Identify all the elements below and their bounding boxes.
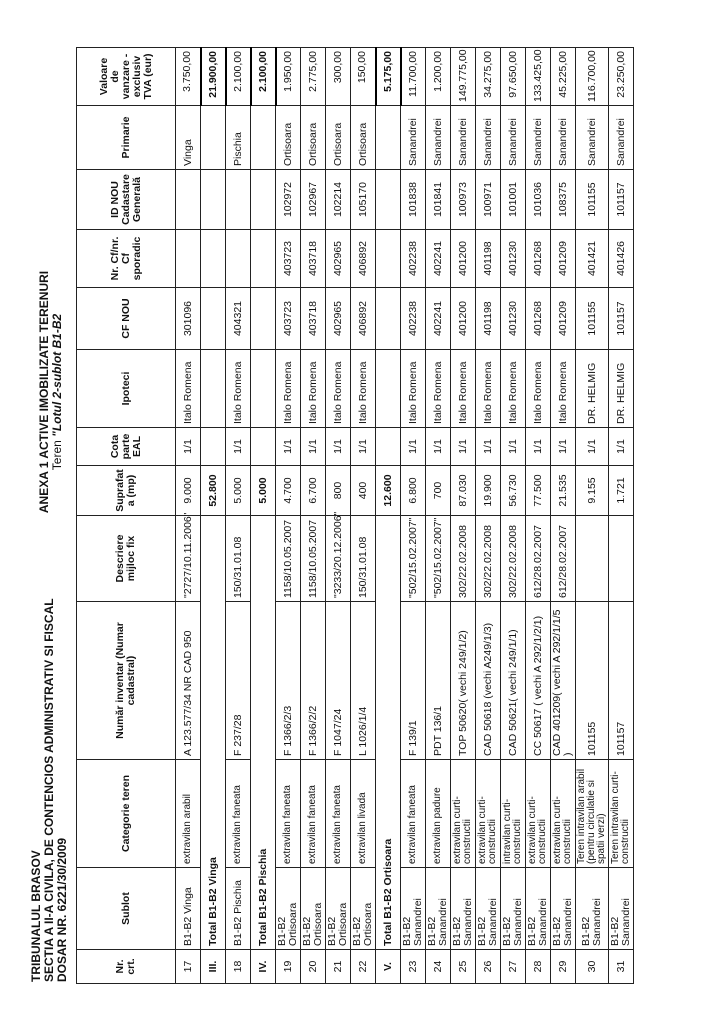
area-cell: 87.030 [451, 466, 476, 516]
share-cell: 1/1 [401, 428, 426, 466]
area-cell: 19.900 [476, 466, 501, 516]
cf-sporadic-cell: 402238 [401, 230, 426, 288]
row-number: 17 [176, 950, 201, 984]
empty-cell [376, 230, 401, 288]
col-cf-sporadic: Nr. Cf/nr. Cf sporadic [77, 230, 176, 288]
row-number: 22 [351, 950, 376, 984]
description-cell: 612/28.02.2007 [526, 516, 551, 602]
mortgage-cell: Italo Romena [401, 350, 426, 428]
share-cell: 1/1 [451, 428, 476, 466]
value-cell: 97.650,00 [501, 48, 526, 106]
sublot-cell: B1-B2 Sanandrei [501, 868, 526, 950]
mortgage-cell: DR. HELMIG [576, 350, 609, 428]
value-cell: 11.700,00 [401, 48, 426, 106]
id-new-cell [176, 170, 201, 230]
total-label: Total B1-B2 Vinga [201, 516, 226, 950]
cf-sporadic-cell: 406892 [351, 230, 376, 288]
sublot-cell: B1-B2 Sanandrei [451, 868, 476, 950]
table-row [501, 48, 526, 984]
value-cell: 2.775,00 [301, 48, 326, 106]
value-cell: 2.100,00 [226, 48, 251, 106]
town-hall-cell: Sanandrei [501, 106, 526, 170]
col-inventory-number: Număr inventar (Numar cadastral) [77, 602, 176, 760]
description-cell: "2727/10.11.2006" [176, 516, 201, 602]
category-cell: extravilan faneata [276, 760, 301, 868]
empty-cell [201, 428, 226, 466]
col-nr: Nr. crt. [77, 950, 176, 984]
mortgage-cell: Italo Romena [551, 350, 576, 428]
col-cf-new: CF NOU [77, 288, 176, 350]
court-name: TRIBUNALUL BRASOV [29, 850, 43, 982]
total-area: 12.600 [376, 466, 401, 516]
row-number: 24 [426, 950, 451, 984]
value-cell: 150,00 [351, 48, 376, 106]
col-town-hall: Primarie [77, 106, 176, 170]
table-body [176, 48, 634, 984]
id-new-cell: 101036 [526, 170, 551, 230]
annex-title: ANEXA 1 ACTIVE IMOBILIZATE TERENURI [37, 270, 51, 514]
total-row [251, 48, 276, 984]
description-cell: 302/22.02.2008 [501, 516, 526, 602]
id-new-cell: 102214 [326, 170, 351, 230]
value-cell: 133.425,00 [526, 48, 551, 106]
row-number: 26 [476, 950, 501, 984]
empty-cell [376, 288, 401, 350]
mortgage-cell: Italo Romena [351, 350, 376, 428]
id-new-cell: 101838 [401, 170, 426, 230]
row-number: 29 [551, 950, 576, 984]
mortgage-cell: Italo Romena [501, 350, 526, 428]
col-sale-value: Valoare de vanzare - exclusiv TVA (eur) [77, 48, 176, 106]
id-new-cell: 108375 [551, 170, 576, 230]
annex-header [38, 132, 64, 652]
cf-sporadic-cell: 401198 [476, 230, 501, 288]
inventory-cell: CAD 50621( vechi 249/1/1) [501, 602, 526, 760]
table-header [77, 48, 176, 984]
cf-new-cell: 401209 [551, 288, 576, 350]
table-row [176, 48, 201, 984]
sublot-cell: B1-B2 Pischia [226, 868, 251, 950]
share-cell: 1/1 [276, 428, 301, 466]
category-cell: Teren intravilan curti-constructii [609, 760, 634, 868]
annex-subtitle: Teren "Lotul 2-sublot B1-B2 [50, 313, 64, 471]
cf-new-cell: 403723 [276, 288, 301, 350]
table-row [326, 48, 351, 984]
mortgage-cell: Italo Romena [176, 350, 201, 428]
area-cell: 6.800 [401, 466, 426, 516]
total-value: 5.175,00 [376, 48, 401, 106]
id-new-cell: 100973 [451, 170, 476, 230]
total-row [201, 48, 226, 984]
mortgage-cell: Italo Romena [276, 350, 301, 428]
value-cell: 1.200,00 [426, 48, 451, 106]
inventory-cell: 101157 [609, 602, 634, 760]
share-cell: 1/1 [501, 428, 526, 466]
category-cell: intravilan curti-constructii [501, 760, 526, 868]
category-cell: extravilan curti-constructii [551, 760, 576, 868]
area-cell: 56.730 [501, 466, 526, 516]
description-cell: 150/31.01.08 [351, 516, 376, 602]
town-hall-cell: Sanandrei [526, 106, 551, 170]
mortgage-cell: Italo Romena [226, 350, 251, 428]
description-cell: "3233/20.12.2006" [326, 516, 351, 602]
col-id-new: ID NOU Cadastare Generală [77, 170, 176, 230]
empty-cell [201, 106, 226, 170]
cf-new-cell: 101155 [576, 288, 609, 350]
sublot-cell: B1-B2 Ortisoara [301, 868, 326, 950]
table-row [301, 48, 326, 984]
sublot-cell: B1-B2 Sanandrei [476, 868, 501, 950]
col-category: Categorie teren [77, 760, 176, 868]
share-cell: 1/1 [176, 428, 201, 466]
id-new-cell: 102967 [301, 170, 326, 230]
category-cell: extravilan curti-constructii [451, 760, 476, 868]
total-area: 52.800 [201, 466, 226, 516]
sublot-cell: B1-B2 Sanandrei [551, 868, 576, 950]
col-sublot: Sublot [77, 868, 176, 950]
cf-sporadic-cell: 401268 [526, 230, 551, 288]
cf-new-cell: 401198 [476, 288, 501, 350]
share-cell: 1/1 [551, 428, 576, 466]
id-new-cell: 101157 [609, 170, 634, 230]
area-cell: 21.535 [551, 466, 576, 516]
empty-cell [251, 230, 276, 288]
row-number: 31 [609, 950, 634, 984]
inventory-cell: F 1047/24 [326, 602, 351, 760]
description-cell [576, 516, 609, 602]
row-number: 23 [401, 950, 426, 984]
share-cell: 1/1 [426, 428, 451, 466]
town-hall-cell: Ortisoara [351, 106, 376, 170]
cf-sporadic-cell: 401200 [451, 230, 476, 288]
land-assets-table [76, 47, 634, 984]
empty-cell [201, 230, 226, 288]
cf-new-cell: 404321 [226, 288, 251, 350]
row-number: 20 [301, 950, 326, 984]
cf-new-cell: 406892 [351, 288, 376, 350]
table-row [276, 48, 301, 984]
row-number: 30 [576, 950, 609, 984]
table-row [551, 48, 576, 984]
total-roman-number: IV. [251, 950, 276, 984]
category-cell: extravilan curti-constructii [476, 760, 501, 868]
description-cell: "502/15.02.2007" [401, 516, 426, 602]
share-cell: 1/1 [351, 428, 376, 466]
sublot-cell: B1-B2 Ortisoara [351, 868, 376, 950]
table-row [451, 48, 476, 984]
category-cell: extravilan livada [351, 760, 376, 868]
empty-cell [251, 288, 276, 350]
share-cell: 1/1 [576, 428, 609, 466]
cf-sporadic-cell: 402241 [426, 230, 451, 288]
category-cell: extravilan arabil [176, 760, 201, 868]
area-cell: 9.000 [176, 466, 201, 516]
cf-new-cell: 403718 [301, 288, 326, 350]
sublot-cell: B1-B2 Sanandrei [426, 868, 451, 950]
rotated-page [24, 32, 714, 1012]
cf-sporadic-cell: 401209 [551, 230, 576, 288]
share-cell: 1/1 [301, 428, 326, 466]
area-cell: 77.500 [526, 466, 551, 516]
share-cell: 1/1 [326, 428, 351, 466]
row-number: 28 [526, 950, 551, 984]
area-cell: 800 [326, 466, 351, 516]
mortgage-cell: Italo Romena [526, 350, 551, 428]
cf-new-cell: 401268 [526, 288, 551, 350]
category-cell: extravilan faneata [301, 760, 326, 868]
category-cell: extravilan faneata [401, 760, 426, 868]
sublot-cell: B1-B2 Ortisoara [326, 868, 351, 950]
mortgage-cell: Italo Romena [326, 350, 351, 428]
value-cell: 300,00 [326, 48, 351, 106]
id-new-cell: 101155 [576, 170, 609, 230]
sublot-cell: B1-B2 Sanandrei [526, 868, 551, 950]
cf-new-cell: 402965 [326, 288, 351, 350]
area-cell: 9.155 [576, 466, 609, 516]
id-new-cell: 100971 [476, 170, 501, 230]
total-area: 5.000 [251, 466, 276, 516]
value-cell: 1.950,00 [276, 48, 301, 106]
description-cell: 1158/10.05.2007 [276, 516, 301, 602]
area-cell: 400 [351, 466, 376, 516]
sublot-cell: B1-B2 Sanandrei [576, 868, 609, 950]
area-cell: 5.000 [226, 466, 251, 516]
area-cell: 6.700 [301, 466, 326, 516]
sublot-cell: B1-B2 Sanandrei [401, 868, 426, 950]
empty-cell [201, 350, 226, 428]
table-row [401, 48, 426, 984]
cf-new-cell: 401200 [451, 288, 476, 350]
description-cell [609, 516, 634, 602]
row-number: 21 [326, 950, 351, 984]
inventory-cell: F 1366/2/2 [301, 602, 326, 760]
col-area: Suprafat a (mp) [77, 466, 176, 516]
inventory-cell: CC 50617 ( vechi A 292/1/2/1) [526, 602, 551, 760]
cf-sporadic-cell: 403718 [301, 230, 326, 288]
case-number: DOSAR NR. 6221/30/2009 [55, 837, 69, 982]
id-new-cell: 102972 [276, 170, 301, 230]
empty-cell [376, 170, 401, 230]
value-cell: 45.225,00 [551, 48, 576, 106]
town-hall-cell: Sanandrei [609, 106, 634, 170]
cf-sporadic-cell: 402965 [326, 230, 351, 288]
total-label: Total B1-B2 Pischia [251, 516, 276, 950]
mortgage-cell: Italo Romena [451, 350, 476, 428]
share-cell: 1/1 [526, 428, 551, 466]
value-cell: 34.275,00 [476, 48, 501, 106]
empty-cell [201, 288, 226, 350]
sublot-cell: B1-B2 Sanandrei [609, 868, 634, 950]
description-cell: "502/15.02.2007" [426, 516, 451, 602]
inventory-cell: L 1026/1/4 [351, 602, 376, 760]
cf-sporadic-cell: 401421 [576, 230, 609, 288]
empty-cell [251, 350, 276, 428]
total-roman-number: III. [201, 950, 226, 984]
empty-cell [376, 428, 401, 466]
empty-cell [201, 170, 226, 230]
id-new-cell: 105170 [351, 170, 376, 230]
cf-sporadic-cell: 403723 [276, 230, 301, 288]
table-row [426, 48, 451, 984]
inventory-cell: F 237/28 [226, 602, 251, 760]
table-row [526, 48, 551, 984]
mortgage-cell: Italo Romena [476, 350, 501, 428]
id-new-cell: 101841 [426, 170, 451, 230]
town-hall-cell: Sanandrei [426, 106, 451, 170]
category-cell: Teren intravilan arabil (pentru circulatie si spatii verzi) [576, 760, 609, 868]
description-cell: 150/31.01.08 [226, 516, 251, 602]
table-row [476, 48, 501, 984]
empty-cell [251, 428, 276, 466]
cf-new-cell: 101157 [609, 288, 634, 350]
empty-cell [251, 170, 276, 230]
area-cell: 700 [426, 466, 451, 516]
sublot-cell: B1-B2 Vinga [176, 868, 201, 950]
town-hall-cell: Sanandrei [476, 106, 501, 170]
inventory-cell: CAD 50618 (vechi A249/1/3) [476, 602, 501, 760]
col-mortgages: Ipoteci [77, 350, 176, 428]
value-cell: 149.775,00 [451, 48, 476, 106]
col-share: Cota parte EAL [77, 428, 176, 466]
town-hall-cell: Vinga [176, 106, 201, 170]
cf-new-cell: 401230 [501, 288, 526, 350]
mortgage-cell: DR. HELMIG [609, 350, 634, 428]
sublot-cell: B1-B2 Ortisoara [276, 868, 301, 950]
category-cell: extravilan faneata [326, 760, 351, 868]
share-cell: 1/1 [476, 428, 501, 466]
inventory-cell: F 1366/2/3 [276, 602, 301, 760]
mortgage-cell: Italo Romena [426, 350, 451, 428]
court-section: SECTIA A II-A CIVILA, DE CONTENCIOS ADMINISTRATIV SI FISCAL [42, 598, 56, 982]
area-cell: 4.700 [276, 466, 301, 516]
empty-cell [376, 106, 401, 170]
empty-cell [376, 350, 401, 428]
court-header [30, 598, 69, 982]
value-cell: 116.700,00 [576, 48, 609, 106]
share-cell: 1/1 [226, 428, 251, 466]
inventory-cell: PDT 136/1 [426, 602, 451, 760]
category-cell: extravilan padure [426, 760, 451, 868]
town-hall-cell: Sanandrei [451, 106, 476, 170]
id-new-cell: 101001 [501, 170, 526, 230]
col-description: Descriere mijloc fix [77, 516, 176, 602]
total-value: 2.100,00 [251, 48, 276, 106]
description-cell: 612/28.02.2007 [551, 516, 576, 602]
id-new-cell [226, 170, 251, 230]
cf-sporadic-cell: 401230 [501, 230, 526, 288]
area-cell: 1.721 [609, 466, 634, 516]
row-number: 27 [501, 950, 526, 984]
table-row [576, 48, 609, 984]
inventory-cell: F 139/1 [401, 602, 426, 760]
cf-new-cell: 301096 [176, 288, 201, 350]
total-value: 21.900,00 [201, 48, 226, 106]
cf-sporadic-cell: 401426 [609, 230, 634, 288]
town-hall-cell: Ortisoara [326, 106, 351, 170]
inventory-cell: A 123.577/34 NR CAD 950 [176, 602, 201, 760]
town-hall-cell: Sanandrei [576, 106, 609, 170]
cf-sporadic-cell [176, 230, 201, 288]
total-row [376, 48, 401, 984]
town-hall-cell: Ortisoara [301, 106, 326, 170]
inventory-cell: TOP 50620( vechi 249/1/2) [451, 602, 476, 760]
town-hall-cell: Sanandrei [401, 106, 426, 170]
row-number: 25 [451, 950, 476, 984]
table-row [226, 48, 251, 984]
category-cell: extravilan curti-constructii [526, 760, 551, 868]
table-row [351, 48, 376, 984]
table-row [609, 48, 634, 984]
total-roman-number: V. [376, 950, 401, 984]
cf-new-cell: 402238 [401, 288, 426, 350]
cf-new-cell: 402241 [426, 288, 451, 350]
empty-cell [251, 106, 276, 170]
town-hall-cell: Ortisoara [276, 106, 301, 170]
row-number: 18 [226, 950, 251, 984]
category-cell: extravilan faneata [226, 760, 251, 868]
cf-sporadic-cell [226, 230, 251, 288]
inventory-cell: CAD 401209( vechi A 292/1/1/5 ) [551, 602, 576, 760]
inventory-cell: 101155 [576, 602, 609, 760]
town-hall-cell: Pischia [226, 106, 251, 170]
town-hall-cell: Sanandrei [551, 106, 576, 170]
description-cell: 302/22.02.2008 [451, 516, 476, 602]
value-cell: 3.750,00 [176, 48, 201, 106]
description-cell: 302/22.02.2008 [476, 516, 501, 602]
mortgage-cell: Italo Romena [301, 350, 326, 428]
total-label: Total B1-B2 Ortisoara [376, 516, 401, 950]
share-cell: 1/1 [609, 428, 634, 466]
value-cell: 23.250,00 [609, 48, 634, 106]
description-cell: 1158/10.05.2007 [301, 516, 326, 602]
row-number: 19 [276, 950, 301, 984]
